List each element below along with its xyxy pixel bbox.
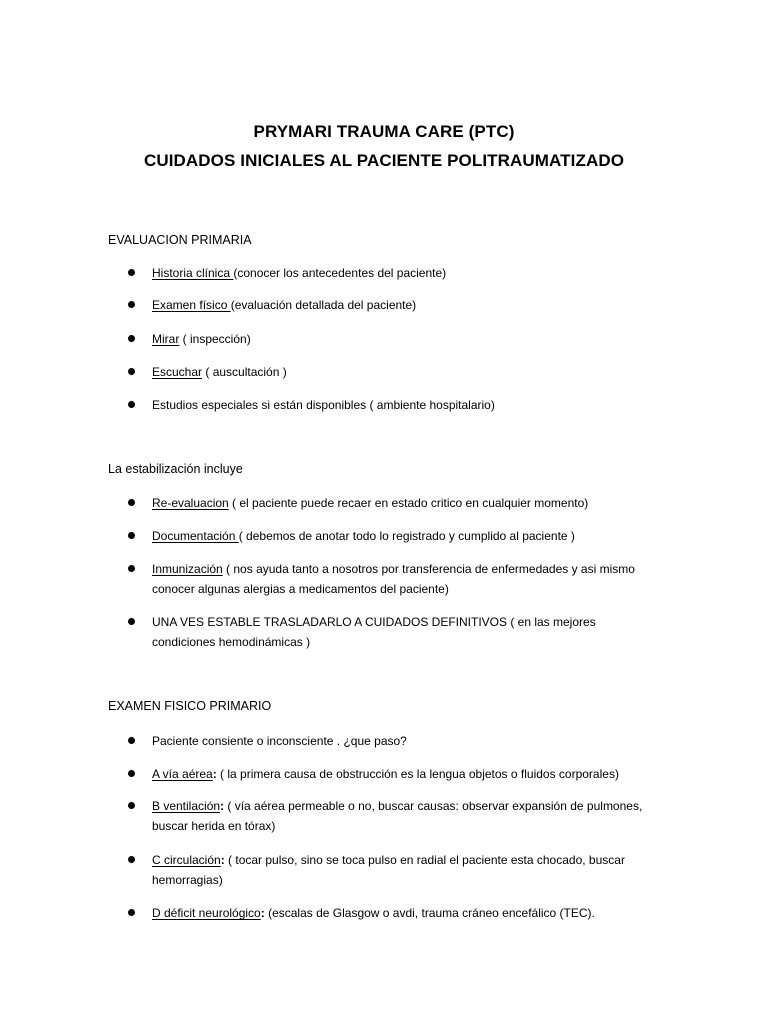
item-text: (conocer los antecedentes del paciente) [233, 266, 447, 280]
bullet-icon [128, 368, 135, 375]
item-text: UNA VES ESTABLE TRASLADARLO A CUIDADOS DEFINITIVOS ( en las mejores condiciones hemodinámicas ) [152, 615, 596, 649]
item-text: ( vía aérea permeable o no, buscar causas: observar expansión de pulmones, buscar herida en tórax) [152, 799, 643, 833]
item-term: D déficit neurológico [152, 906, 261, 920]
bullet-icon [128, 532, 135, 539]
item-term: Historia clínica [152, 266, 234, 280]
item-term: Escuchar [152, 365, 203, 379]
list-item [128, 612, 648, 652]
document-title-line-1: PRYMARI TRAUMA CARE (PTC) [253, 122, 515, 141]
item-text: ( la primera causa de obstrucción es la lengua objetos o fluidos corporales) [216, 767, 619, 781]
item-text: ( el paciente puede recaer en estado critico en cualquier momento) [228, 496, 589, 510]
item-term: Re-evaluacion [152, 496, 229, 510]
item-text: Paciente consiente o inconsciente . ¿que paso? [152, 734, 407, 748]
bullet-icon [128, 269, 135, 276]
item-text: (escalas de Glasgow o avdi, trauma cráneo encefálico (TEC). [264, 906, 595, 920]
list-item [128, 263, 648, 283]
item-text: ( tocar pulso, sino se toca pulso en radial el paciente esta chocado, buscar hemorragias) [152, 853, 625, 887]
bullet-icon [128, 565, 135, 572]
list-item [128, 850, 648, 890]
bullet-icon [128, 770, 135, 777]
bullet-icon [128, 618, 135, 625]
list-item [128, 329, 648, 349]
bullet-icon [128, 909, 135, 916]
document-title-line-2: CUIDADOS INICIALES AL PACIENTE POLITRAUMATIZADO [143, 151, 625, 170]
item-term: Examen físico [152, 298, 231, 312]
bullet-icon [128, 401, 135, 408]
item-term: Inmunización [152, 562, 223, 576]
item-colon: : [260, 906, 265, 920]
bullet-icon [128, 737, 135, 744]
item-text: ( inspección) [179, 332, 251, 346]
item-colon: : [220, 799, 225, 813]
item-text: ( auscultación ) [202, 365, 287, 379]
item-term: A vía aérea [152, 767, 213, 781]
list-item [128, 559, 648, 599]
bullet-icon [128, 335, 135, 342]
list-item [128, 295, 648, 315]
bullet-icon [128, 856, 135, 863]
section-heading-estabilizacion: La estabilización incluye [108, 462, 243, 476]
item-text: Estudios especiales si están disponibles ( ambiente hospitalario) [152, 398, 495, 412]
list-item [128, 395, 648, 415]
item-text: ( debemos de anotar todo lo registrado y cumplido al paciente ) [238, 529, 575, 543]
list-item [128, 764, 648, 784]
item-text: (evaluación detallada del paciente) [230, 298, 417, 312]
item-colon: : [220, 853, 225, 867]
list-item [128, 493, 648, 513]
bullet-icon [128, 499, 135, 506]
list-item [128, 731, 648, 751]
section-heading-examen-fisico-primario: EXAMEN FISICO PRIMARIO [108, 699, 272, 713]
list-item [128, 526, 648, 546]
item-term: Mirar [152, 332, 180, 346]
bullet-icon [128, 802, 135, 809]
list-item [128, 903, 648, 923]
item-term: Documentación [152, 529, 239, 543]
bullet-icon [128, 301, 135, 308]
list-item [128, 796, 648, 836]
item-term: B ventilación [152, 799, 221, 813]
list-item [128, 362, 648, 382]
item-text: ( nos ayuda tanto a nosotros por transferencia de enfermedades y asi mismo conocer algunas alergias a medicamentos del paciente) [152, 562, 635, 596]
item-term: C circulación [152, 853, 221, 867]
item-colon: : [212, 767, 217, 781]
section-heading-evaluacion-primaria: EVALUACION PRIMARIA [108, 233, 252, 247]
